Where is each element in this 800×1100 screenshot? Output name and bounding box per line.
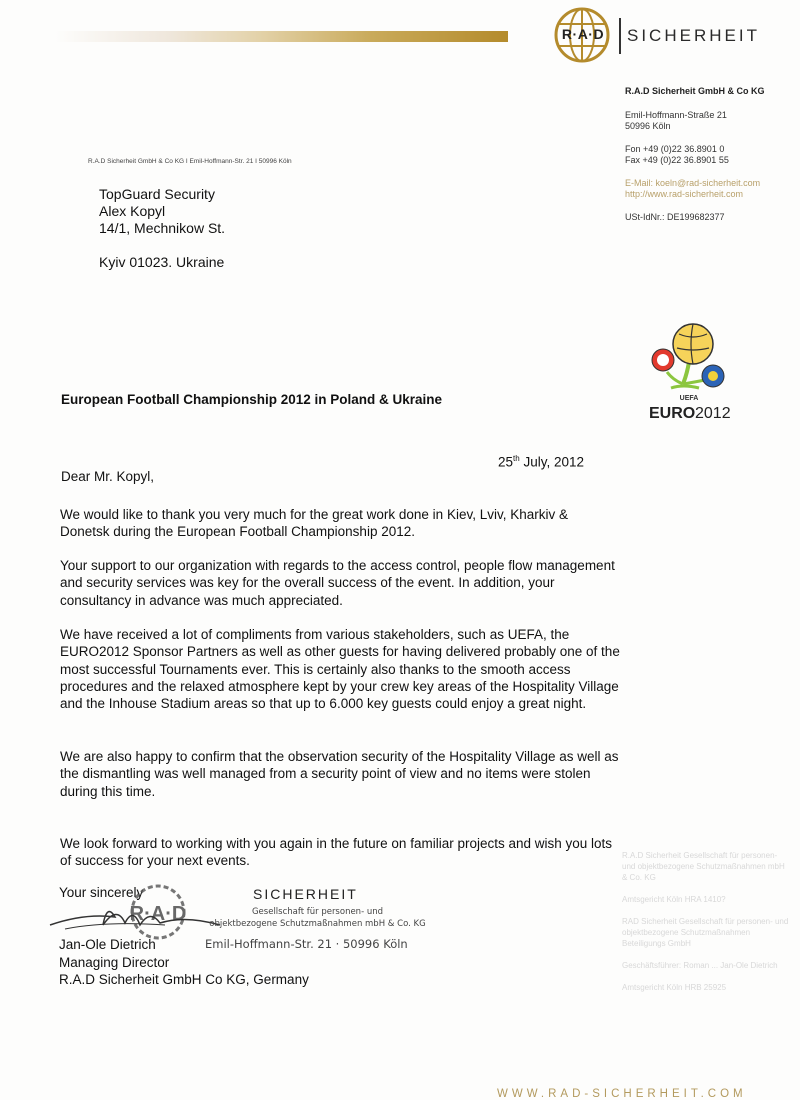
recipient-address	[99, 186, 225, 271]
sender-phone: Fon +49 (0)22 36.8901 0	[625, 144, 725, 154]
footer-website-link[interactable]: WWW.RAD-SICHERHEIT.COM	[497, 1088, 747, 1100]
svg-text:R·A·D: R·A·D	[129, 903, 187, 925]
sender-info	[625, 86, 765, 223]
company-register-info: R.A.D Sicherheit Gesellschaft für personen- und objektbezogene Schutzmaßnahmen mbH & Co. KG Amtsgericht Köln HRA 1410? RAD Sicherheit Gesellschaft für personen- und objektbezogene Schutzmaßnahmen Beteiligungs GmbH Geschäftsführer: Roman ... Jan-Ole Dietrich Amtsgericht Köln HRB 25925	[622, 851, 789, 992]
letter-subject: European Football Championship 2012 in Poland & Ukraine	[61, 392, 443, 407]
paragraph-thanks: We would like to thank you very much for the great work done in Kiev, Lviv, Kharkiv & Donetsk during the European Football Championship 2012.	[60, 507, 568, 540]
letterhead-gold-bar	[55, 31, 508, 42]
sender-web-link[interactable]: http://www.rad-sicherheit.com	[625, 189, 744, 199]
handwritten-signature-icon	[45, 895, 225, 940]
signer-name: Jan-Ole Dietrich	[59, 937, 156, 952]
logo-wordmark: SICHERHEIT	[627, 26, 760, 45]
salutation: Dear Mr. Kopyl,	[61, 469, 155, 484]
paragraph-observation: We are also happy to confirm that the observation security of the Hospitality Village as well as the dismantling was well managed from a security point of view and no items were stolen during this time.	[60, 749, 619, 799]
signer-company: R.A.D Sicherheit GmbH Co KG, Germany	[59, 972, 309, 987]
sender-vat: USt-IdNr.: DE199682377	[625, 212, 725, 222]
logo-mark: R·A·D	[561, 26, 605, 42]
stamp-subtitle: Gesellschaft für personen- und objektbezogene Schutzmaßnahmen mbH & Co. KG	[209, 907, 426, 929]
sender-company: R.A.D Sicherheit GmbH & Co KG	[625, 86, 765, 96]
signer-title: Managing Director	[59, 954, 170, 970]
paragraph-closing: We look forward to working with you again in the future on familiar projects and wish you lots of success for your next events.	[60, 836, 613, 869]
sender-email-link[interactable]: E-Mail: koeln@rad-sicherheit.com	[625, 178, 761, 188]
closing: Your sincerely	[59, 885, 144, 900]
sender-city: 50996 Köln	[625, 121, 671, 131]
recipient-city: Kyiv 01023. Ukraine	[99, 254, 225, 270]
svg-text:EURO: EURO	[649, 405, 696, 422]
paragraph-support: Your support to our organization with regards to the access control, people flow management and security services was key for the overall success of the event. In addition, your consultancy in advance was much appreciated.	[60, 558, 615, 608]
paragraph-compliments: We have received a lot of compliments from various stakeholders, such as UEFA, the EURO2012 Sponsor Partners as well as other guests for having delivered probably one of the most successful Tournaments ever. This is certainly also thanks to the smooth access procedures and the relaxed atmosphere kept by your crew key areas of the Hospitality Village and the Inhouse Stadium areas so that up to 6.000 key guests could enjoy a great night.	[60, 627, 620, 712]
stamp-address: Emil-Hoffmann-Str. 21 · 50996 Köln	[205, 937, 408, 951]
recipient-name: Alex Kopyl	[99, 203, 166, 219]
recipient-company: TopGuard Security	[99, 186, 215, 202]
euro2012-logo-icon	[643, 318, 735, 424]
signer-block	[59, 936, 309, 989]
svg-text:UEFA: UEFA	[679, 395, 699, 402]
letter-date: 25th July, 2012	[498, 454, 584, 470]
sender-fax: Fax +49 (0)22 36.8901 55	[625, 155, 729, 165]
recipient-street: 14/1, Mechnikow St.	[99, 220, 226, 236]
logo-divider	[619, 18, 621, 54]
return-address: R.A.D Sicherheit GmbH & Co KG I Emil-Hoffmann-Str. 21 I 50996 Köln	[88, 158, 292, 165]
sender-street: Emil-Hoffmann-Straße 21	[625, 110, 727, 120]
stamp-title: SICHERHEIT	[253, 886, 358, 902]
svg-text:2012: 2012	[695, 405, 731, 422]
